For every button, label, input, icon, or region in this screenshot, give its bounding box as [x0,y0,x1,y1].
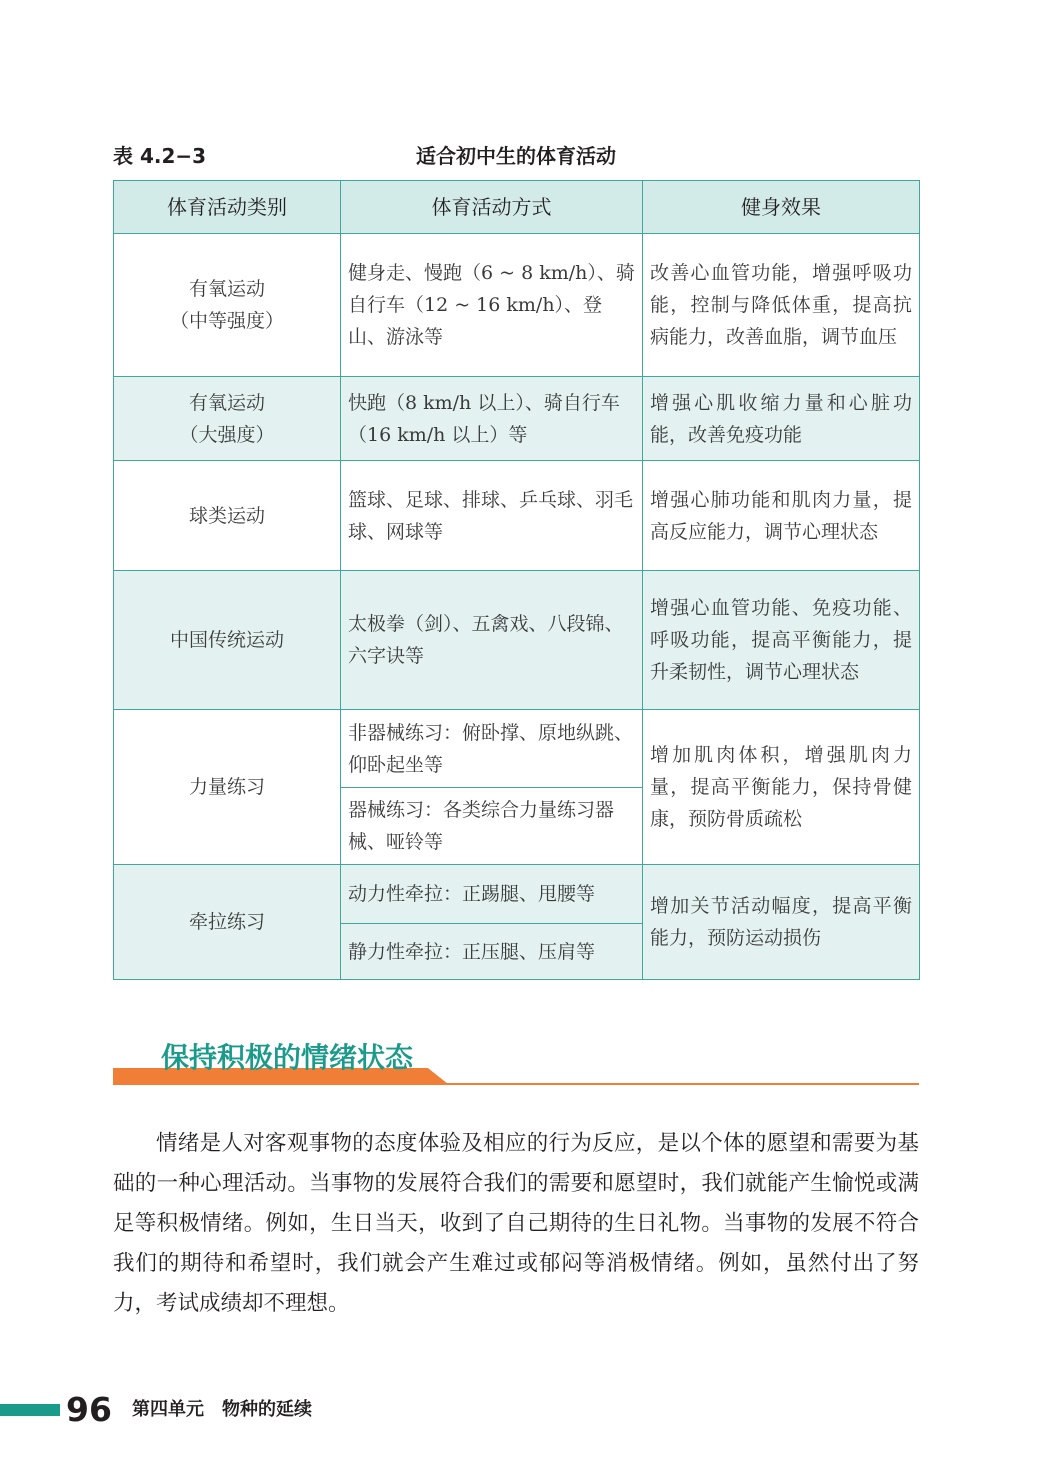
row-category: 有氧运动 （中等强度） [114,234,341,377]
header-effect: 健身效果 [643,181,920,234]
row-method: 器械练习：各类综合力量练习器械、哑铃等 [341,788,643,865]
row-effect: 增加关节活动幅度，提高平衡能力，预防运动损伤 [643,865,920,980]
table-row [114,865,920,924]
table-header-row [114,181,920,234]
row-method: 健身走、慢跑（6 ~ 8 km/h）、骑自行车（12 ~ 16 km/h）、登山、游泳等 [341,234,643,377]
row-method: 篮球、足球、排球、乒乓球、羽毛球、网球等 [341,461,643,571]
table-row [114,461,920,571]
row-category: 有氧运动 （大强度） [114,377,341,461]
table-row [114,234,920,377]
table-caption [113,140,919,170]
activity-table [113,180,920,980]
table-row [114,571,920,710]
row-effect: 改善心血管功能，增强呼吸功能，控制与降低体重，提高抗病能力，改善血脂，调节血压 [643,234,920,377]
table-number: 表 4.2−3 [113,144,207,168]
table-row [114,377,920,461]
row-method: 太极拳（剑）、五禽戏、八段锦、六字诀等 [341,571,643,710]
body-paragraph: 情绪是人对客观事物的态度体验及相应的行为反应，是以个体的愿望和需要为基础的一种心理活动。当事物的发展符合我们的需要和愿望时，我们就能产生愉悦或满足等积极情绪。例如，生日当天，收到了自己期待的生日礼物。当事物的发展不符合我们的期待和希望时，我们就会产生难过或郁闷等消极情绪。例如，虽然付出了努力，考试成绩却不理想。 [113,1131,919,1316]
row-category: 中国传统运动 [114,571,341,710]
header-category: 体育活动类别 [114,181,341,234]
row-category: 力量练习 [114,710,341,865]
row-method: 动力性牵拉：正踢腿、甩腰等 [341,865,643,924]
row-category: 球类运动 [114,461,341,571]
unit-title: 第四单元 物种的延续 [132,1399,312,1420]
row-method: 非器械练习：俯卧撑、原地纵跳、仰卧起坐等 [341,710,643,788]
section-title: 保持积极的情绪状态 [161,1041,414,1074]
page-footer [0,1388,520,1432]
row-effect: 增强心肺功能和肌肉力量，提高反应能力，调节心理状态 [643,461,920,571]
footer-strip [0,1404,60,1416]
row-method: 快跑（8 km/h 以上）、骑自行车（16 km/h 以上）等 [341,377,643,461]
page-number: 96 [66,1390,112,1429]
row-method: 静力性牵拉：正压腿、压肩等 [341,924,643,980]
row-effect: 增强心肌收缩力量和心脏功能，改善免疫功能 [643,377,920,461]
table-title: 适合初中生的体育活动 [416,144,616,168]
header-method: 体育活动方式 [341,181,643,234]
heading-rule [113,1083,919,1085]
row-category: 牵拉练习 [114,865,341,980]
table-row [114,710,920,788]
row-effect: 增加肌肉体积，增强肌肉力量，提高平衡能力，保持骨健康，预防骨质疏松 [643,710,920,865]
row-effect: 增强心血管功能、免疫功能、呼吸功能，提高平衡能力，提升柔韧性，调节心理状态 [643,571,920,710]
section-heading [113,1038,919,1090]
